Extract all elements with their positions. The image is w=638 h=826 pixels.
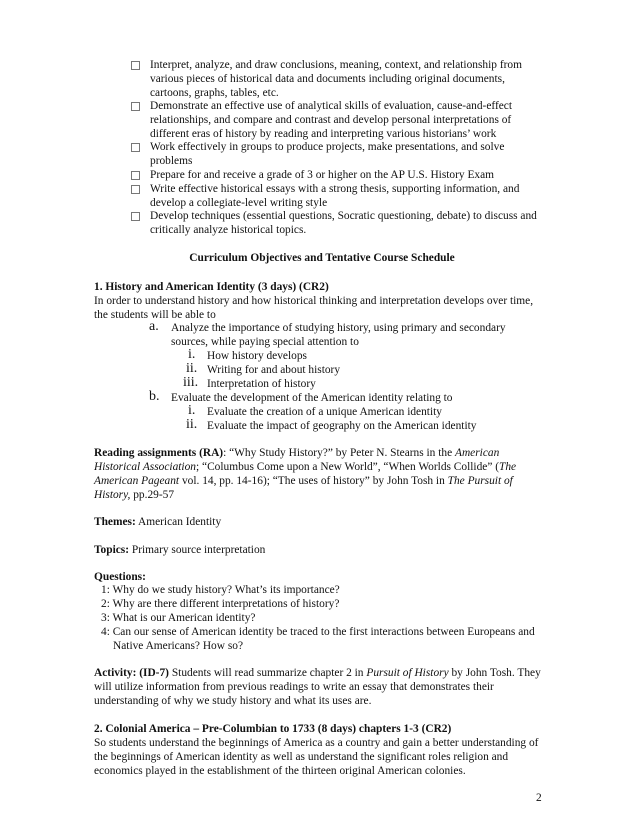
- question-item: 2: Why are there different interpretations of history?: [101, 598, 340, 610]
- item-marker-a: a.: [149, 319, 159, 334]
- topics-line: Topics: Primary source interpretation: [94, 544, 266, 556]
- item-marker-b: b.: [149, 389, 160, 404]
- subitem-marker: i.: [188, 347, 196, 362]
- unit2-line: So students understand the beginnings of America as a country and gain a better understanding of: [94, 737, 539, 749]
- unit1-intro-line: the students will be able to: [94, 309, 216, 321]
- bullet-box-icon: [131, 61, 140, 70]
- question-item-cont: Native Americans? How so?: [113, 640, 244, 652]
- bullet-line: various pieces of historical data and documents including original documents,: [150, 73, 505, 85]
- bullet-line: critically analyze historical topics.: [150, 224, 307, 236]
- bullet-box-icon: [131, 143, 140, 152]
- bullet-line: Interpret, analyze, and draw conclusions, meaning, context, and relationship from: [150, 59, 522, 71]
- section-heading: Curriculum Objectives and Tentative Course Schedule: [189, 252, 455, 264]
- subitem-marker: ii.: [186, 361, 198, 376]
- bullet-line: different eras of history by reading and interpreting various historians’ work: [150, 128, 497, 140]
- item-a-line: sources, while paying special attention to: [171, 336, 359, 348]
- bullet-line: Work effectively in groups to produce projects, make presentations, and solve: [150, 141, 505, 153]
- question-item: 3: What is our American identity?: [101, 612, 256, 624]
- bullet-box-icon: [131, 185, 140, 194]
- bullet-line: cartoons, graphs, tables, etc.: [150, 87, 279, 99]
- subitem-marker: iii.: [183, 375, 199, 390]
- activity-line: understanding of why we study history and what its uses are.: [94, 695, 372, 707]
- reading-line: American Pageant vol. 14, pp. 14-16); “The uses of history” by John Tosh in The Pursuit of: [94, 475, 513, 487]
- bullet-box-icon: [131, 102, 140, 111]
- activity-line: Activity: (ID-7) Students will read summarize chapter 2 in Pursuit of History by John Tosh. They: [94, 667, 541, 679]
- bullet-box-icon: [131, 212, 140, 221]
- unit2-line: the beginnings of American identity as well as understand the significant roles religion and: [94, 751, 509, 763]
- subitem-marker: ii.: [186, 417, 198, 432]
- unit1-intro-line: In order to understand history and how historical thinking and interpretation develops over time,: [94, 295, 534, 307]
- questions-label: Questions:: [94, 571, 146, 583]
- bullet-box-icon: [131, 171, 140, 180]
- unit2-title: 2. Colonial America – Pre-Columbian to 1733 (8 days) chapters 1-3 (CR2): [94, 723, 452, 735]
- question-item: 1: Why do we study history? What’s its importance?: [101, 584, 340, 596]
- question-item: 4: Can our sense of American identity be traced to the first interactions between Europeans and: [101, 626, 535, 638]
- subitem-text: How history develops: [207, 350, 307, 362]
- reading-line: History, pp.29-57: [94, 489, 175, 501]
- bullet-line: Develop techniques (essential questions, Socratic questioning, debate) to discuss and: [150, 210, 537, 222]
- unit2-line: economics played in the establishment of the thirteen original American colonies.: [94, 765, 466, 777]
- item-b-text: Evaluate the development of the American identity relating to: [171, 392, 453, 404]
- subitem-marker: i.: [188, 403, 196, 418]
- unit1-title: 1. History and American Identity (3 days) (CR2): [94, 281, 329, 293]
- bullet-line: problems: [150, 155, 193, 167]
- activity-line: will utilize information from previous readings to write an essay that demonstrates their: [94, 681, 494, 693]
- item-a-line: Analyze the importance of studying history, using primary and secondary: [171, 322, 506, 334]
- page-number: 2: [536, 792, 542, 804]
- subitem-text: Evaluate the impact of geography on the American identity: [207, 420, 477, 432]
- subitem-text: Writing for and about history: [207, 364, 341, 376]
- bullet-line: Prepare for and receive a grade of 3 or higher on the AP U.S. History Exam: [150, 169, 495, 181]
- bullet-line: develop a collegiate-level writing style: [150, 197, 328, 209]
- reading-line: Reading assignments (RA): “Why Study History?” by Peter N. Stearns in the American: [94, 447, 500, 459]
- subitem-text: Interpretation of history: [207, 378, 316, 390]
- bullet-line: Demonstrate an effective use of analytical skills of evaluation, cause-and-effect: [150, 100, 513, 112]
- bullet-line: Write effective historical essays with a strong thesis, supporting information, and: [150, 183, 520, 195]
- reading-line: Historical Association; “Columbus Come upon a New World”, “When Worlds Collide” (The: [94, 461, 517, 473]
- subitem-text: Evaluate the creation of a unique American identity: [207, 406, 442, 418]
- bullet-line: relationships, and compare and contrast and develop personal interpretations of: [150, 114, 512, 126]
- themes-line: Themes: American Identity: [94, 516, 222, 528]
